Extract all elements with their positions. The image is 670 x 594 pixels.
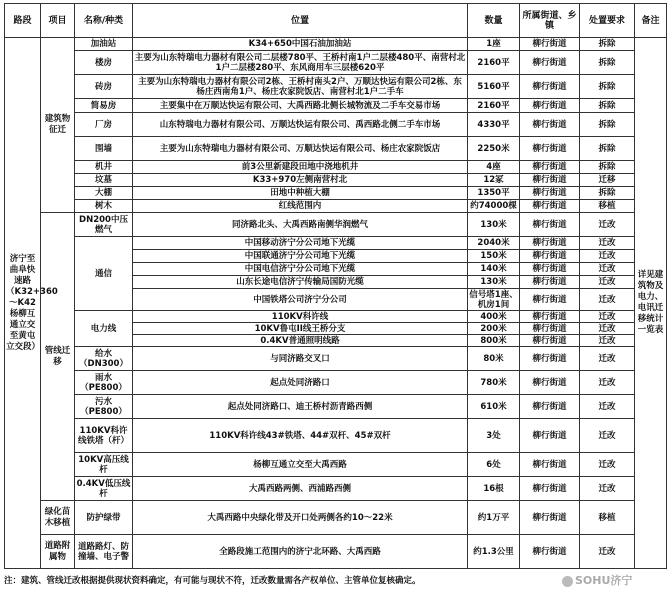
table-row: [5, 535, 667, 569]
street-cell: 柳行街道: [520, 263, 580, 276]
name-cell: 厂房: [75, 113, 133, 137]
street-cell: 柳行街道: [520, 419, 580, 453]
name-cell: 坟墓: [75, 174, 133, 187]
location-cell: 110KV科许线43#铁塔、44#双杆、45#双杆: [133, 419, 468, 453]
location-cell: 主要为山东特瑞电力器材有限公司2栋、王桥村南头2户、万顺达快运有限公司2栋、东杨庄西南角1户、杨庄农家院饭店、南营村北1户二手车: [133, 75, 468, 99]
table-row: [5, 174, 667, 187]
qty-cell: 约74000棵: [468, 200, 520, 213]
street-cell: 柳行街道: [520, 161, 580, 174]
qty-cell: 3处: [468, 419, 520, 453]
qty-cell: 2040米: [468, 237, 520, 250]
table-row: [5, 200, 667, 213]
street-cell: 柳行街道: [520, 137, 580, 161]
table-row: [5, 113, 667, 137]
action-cell: 迁改: [580, 347, 635, 371]
qty-cell: 780米: [468, 371, 520, 395]
qty-cell: 1350平: [468, 187, 520, 200]
action-cell: 迁改: [580, 395, 635, 419]
qty-cell: 4330平: [468, 113, 520, 137]
location-cell: 山东长途电信济宁传输局国防光缆: [133, 276, 468, 289]
table-row: [5, 311, 667, 323]
action-cell: 迁改: [580, 453, 635, 477]
table-row: [5, 161, 667, 174]
header-cell: 处置要求: [580, 4, 635, 38]
qty-cell: 12冢: [468, 174, 520, 187]
location-cell: 同济路北头、大禹西路南侧华润燃气: [133, 213, 468, 237]
location-cell: 山东特瑞电力器材有限公司、万顺达快运有限公司、禹西路北侧二手车市场: [133, 113, 468, 137]
action-cell: 迁改: [580, 323, 635, 335]
name-cell: 道路路灯、防撞墙、电子警: [75, 535, 133, 569]
action-cell: 迁改: [580, 535, 635, 569]
watermark-text: SOHU济宁: [575, 574, 633, 587]
qty-cell: 4座: [468, 161, 520, 174]
street-cell: 柳行街道: [520, 200, 580, 213]
location-cell: 10KV鲁屯II线王桥分支: [133, 323, 468, 335]
street-cell: 柳行街道: [520, 213, 580, 237]
name-cell: 0.4KV低压线杆: [75, 477, 133, 501]
qty-cell: 130米: [468, 213, 520, 237]
section-cell: 济宁至曲阜快速路（K32+360～K42杨柳互通立交至黄屯立交段）: [5, 38, 41, 569]
location-cell: 前3公里新建段田地中浇地机井: [133, 161, 468, 174]
group-cell: 道路附属物: [41, 535, 75, 569]
qty-cell: 5160平: [468, 75, 520, 99]
table-row: [5, 477, 667, 501]
table-row: [5, 453, 667, 477]
street-cell: 柳行街道: [520, 237, 580, 250]
group-cell: 管线迁移: [41, 213, 75, 501]
action-cell: 迁改: [580, 371, 635, 395]
street-cell: 柳行街道: [520, 395, 580, 419]
header-cell: 名称/种类: [75, 4, 133, 38]
group-cell: 绿化苗木移植: [41, 501, 75, 535]
qty-cell: 200米: [468, 323, 520, 335]
name-cell: 110KV科许线铁塔（杆）: [75, 419, 133, 453]
street-cell: 柳行街道: [520, 174, 580, 187]
location-cell: 110KV科许线: [133, 311, 468, 323]
location-cell: 全路段施工范围内的济宁北环路、大禹西路: [133, 535, 468, 569]
qty-cell: 150米: [468, 250, 520, 263]
street-cell: 柳行街道: [520, 311, 580, 323]
footnote: 注：建筑、管线迁改根据提供现状资料确定，有可能与现状不符，迁改数量需各产权单位、主管单位复核确定。: [4, 576, 421, 586]
action-cell: 迁改: [580, 250, 635, 263]
name-cell: 10KV高压线杆: [75, 453, 133, 477]
name-cell: 雨水（PE800）: [75, 371, 133, 395]
street-cell: 柳行街道: [520, 477, 580, 501]
street-cell: 柳行街道: [520, 75, 580, 99]
qty-cell: 2160平: [468, 51, 520, 75]
street-cell: 柳行街道: [520, 113, 580, 137]
street-cell: 柳行街道: [520, 535, 580, 569]
name-cell: 通信: [75, 237, 133, 311]
action-cell: 拆除: [580, 38, 635, 51]
name-cell: 加油站: [75, 38, 133, 51]
qty-cell: 信号塔1座、机房1间: [469, 289, 518, 310]
street-cell: 柳行街道: [520, 501, 580, 535]
header-cell: 数量: [468, 4, 520, 38]
qty-cell: 2250米: [468, 137, 520, 161]
action-cell: 拆除: [580, 161, 635, 174]
qty-cell: 约1万平: [468, 501, 520, 535]
action-cell: 迁移: [580, 174, 635, 187]
location-cell: K34+650中国石油加油站: [133, 38, 468, 51]
action-cell: 迁改: [580, 311, 635, 323]
header-cell: 备注: [635, 4, 667, 38]
location-cell: 中国移动济宁分公司地下光缆: [133, 237, 468, 250]
location-cell: K33+970左侧南营村北: [133, 174, 468, 187]
location-cell: 主要集中在万顺达快运有限公司、大禹西路北侧长城物流及二手车交易市场: [133, 99, 468, 113]
location-cell: 中国联通济宁分公司地下光缆: [133, 250, 468, 263]
qty-cell: 130米: [468, 276, 520, 289]
table-row: [5, 371, 667, 395]
name-cell: 电力线: [75, 311, 133, 347]
name-cell: 砖房: [75, 75, 133, 99]
header-row: [5, 4, 667, 38]
name-cell: 树木: [75, 200, 133, 213]
table-row: [5, 419, 667, 453]
street-cell: 柳行街道: [520, 289, 580, 311]
name-cell: 机井: [75, 161, 133, 174]
street-cell: 柳行街道: [520, 250, 580, 263]
qty-cell: 80米: [468, 347, 520, 371]
street-cell: 柳行街道: [520, 347, 580, 371]
table-row: [5, 38, 667, 51]
header-cell: 位置: [133, 4, 468, 38]
location-cell: 红线范围内: [133, 200, 468, 213]
qty-cell: 400米: [468, 311, 520, 323]
table-row: [5, 237, 667, 250]
action-cell: 迁改: [580, 237, 635, 250]
location-cell: 大禹西路中央绿化带及开口处两侧各约10～22米: [133, 501, 468, 535]
name-cell: 防护绿带: [75, 501, 133, 535]
location-cell: 中国电信济宁分公司地下光缆: [133, 263, 468, 276]
street-cell: 柳行街道: [520, 51, 580, 75]
group-cell: 建筑物征迁: [41, 38, 75, 213]
action-cell: 迁改: [580, 263, 635, 276]
street-cell: 柳行街道: [520, 187, 580, 200]
name-cell: DN200中压燃气: [75, 213, 133, 237]
action-cell: 移植: [580, 501, 635, 535]
header-cell: 所属街道、乡镇: [520, 4, 580, 38]
action-cell: 拆除: [580, 75, 635, 99]
location-cell: 起点处同济路口: [133, 371, 468, 395]
street-cell: 柳行街道: [520, 453, 580, 477]
table-row: [5, 395, 667, 419]
table-row: [5, 187, 667, 200]
name-cell: 围墙: [75, 137, 133, 161]
location-cell: 与同济路交叉口: [133, 347, 468, 371]
street-cell: 柳行街道: [520, 371, 580, 395]
location-cell: 大禹西路两侧、西浦路西侧: [133, 477, 468, 501]
action-cell: 拆除: [580, 137, 635, 161]
location-cell: 杨柳互通立交至大禹西路: [133, 453, 468, 477]
table-row: [5, 99, 667, 113]
location-cell: 主要为山东特瑞电力器材有限公司二层楼780平、王桥村南1户二层楼480平、南营村北1户二层楼280平、东风商用车三层楼620平: [133, 51, 468, 75]
street-cell: 柳行街道: [520, 99, 580, 113]
name-cell: 污水（PE800）: [75, 395, 133, 419]
name-cell: 给水（DN300）: [75, 347, 133, 371]
street-cell: 柳行街道: [520, 323, 580, 335]
header-cell: 项目: [41, 4, 75, 38]
street-cell: 柳行街道: [520, 335, 580, 347]
table-row: [5, 75, 667, 99]
qty-cell: 800米: [468, 335, 520, 347]
note-cell: 详见建筑物及电力、电讯迁移统计一览表: [635, 38, 667, 569]
relocation-table: [4, 3, 667, 569]
action-cell: 迁改: [580, 335, 635, 347]
name-cell: 简易房: [75, 99, 133, 113]
action-cell: 拆除: [580, 113, 635, 137]
street-cell: 柳行街道: [520, 38, 580, 51]
watermark: [562, 572, 632, 588]
qty-cell: 610米: [468, 395, 520, 419]
street-cell: 柳行街道: [520, 276, 580, 289]
table-row: [5, 501, 667, 535]
qty-cell: 140米: [468, 263, 520, 276]
table-row: [5, 213, 667, 237]
location-cell: 主要为山东特瑞电力器材有限公司、万顺达快运有限公司、杨庄农家院饭店: [133, 137, 468, 161]
action-cell: 拆除: [580, 51, 635, 75]
action-cell: 移植: [580, 200, 635, 213]
header-cell: 路段: [5, 4, 41, 38]
name-cell: 楼房: [75, 51, 133, 75]
action-cell: 拆除: [580, 99, 635, 113]
action-cell: 迁改: [580, 213, 635, 237]
qty-cell: 6处: [468, 453, 520, 477]
qty-cell: 16根: [468, 477, 520, 501]
sohu-logo-icon: [562, 576, 573, 587]
action-cell: 拆除: [580, 187, 635, 200]
qty-cell: 1座: [468, 38, 520, 51]
location-cell: 起点处同济路口、迪王桥村沥青路西侧: [133, 395, 468, 419]
action-cell: 迁改: [580, 276, 635, 289]
name-cell: 大棚: [75, 187, 133, 200]
qty-cell: 2160平: [468, 99, 520, 113]
table-row: [5, 51, 667, 75]
location-cell: 中国铁塔公司济宁分公司: [133, 289, 468, 311]
action-cell: 迁改: [580, 419, 635, 453]
qty-cell: 约1.3公里: [468, 535, 520, 569]
location-cell: 田地中种植大棚: [133, 187, 468, 200]
table-row: [5, 347, 667, 371]
action-cell: 迁改: [580, 289, 635, 311]
location-cell: 0.4KV普通照明线路: [133, 335, 468, 347]
table-row: [5, 137, 667, 161]
action-cell: 迁改: [580, 477, 635, 501]
